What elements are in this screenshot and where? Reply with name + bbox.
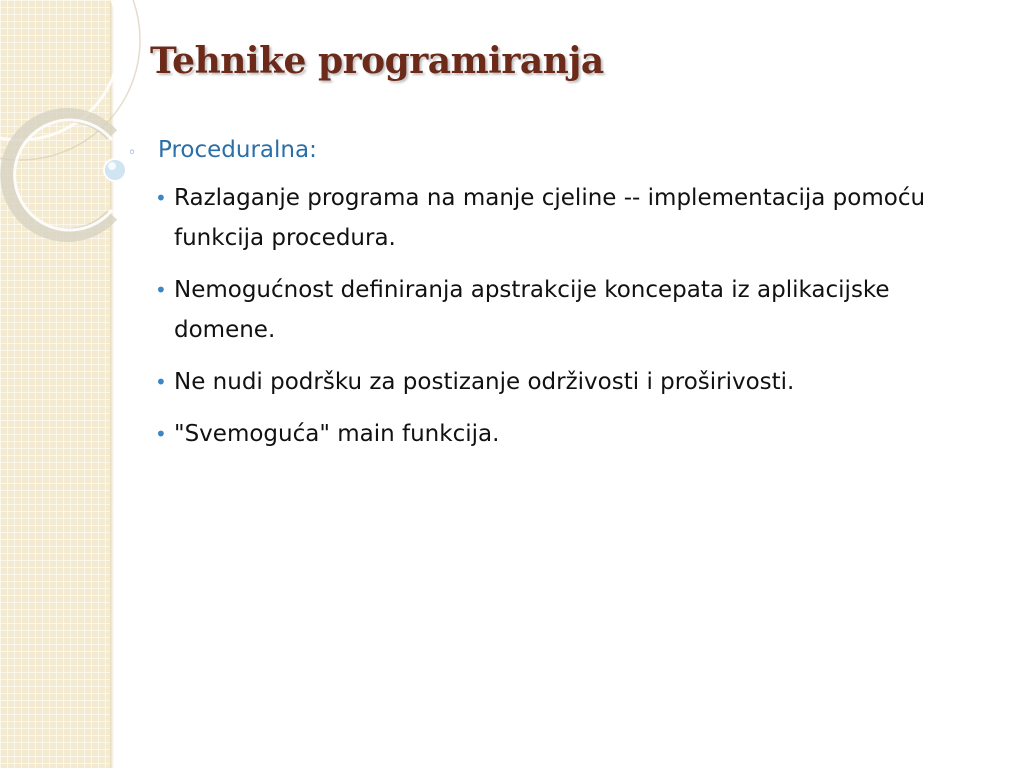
level1-item: [128, 130, 988, 170]
list-item: [128, 414, 988, 454]
list-item-text: Razlaganje programa na manje cjeline -- implementacija pomoću funkcija procedura.: [174, 185, 926, 251]
hollow-bullet-icon: ◦: [128, 145, 137, 161]
slide-title: Tehnike programiranja: [150, 40, 604, 82]
list-item-text: Ne nudi podršku za postizanje održivosti i proširivosti.: [174, 369, 795, 395]
list-item: [128, 270, 988, 350]
list-item-text: "Svemoguća" main funkcija.: [174, 421, 500, 447]
slide-content: [128, 130, 988, 466]
level1-text: Proceduralna:: [158, 137, 317, 163]
list-item: [128, 178, 988, 258]
bullet-icon: •: [155, 370, 167, 394]
bullet-icon: •: [155, 422, 167, 446]
list-item-text: Nemogućnost definiranja apstrakcije koncepata iz aplikacijske domene.: [174, 277, 890, 343]
bullet-icon: •: [155, 186, 167, 210]
bullet-list: [128, 178, 988, 454]
bullet-icon: •: [155, 278, 167, 302]
list-item: [128, 362, 988, 402]
